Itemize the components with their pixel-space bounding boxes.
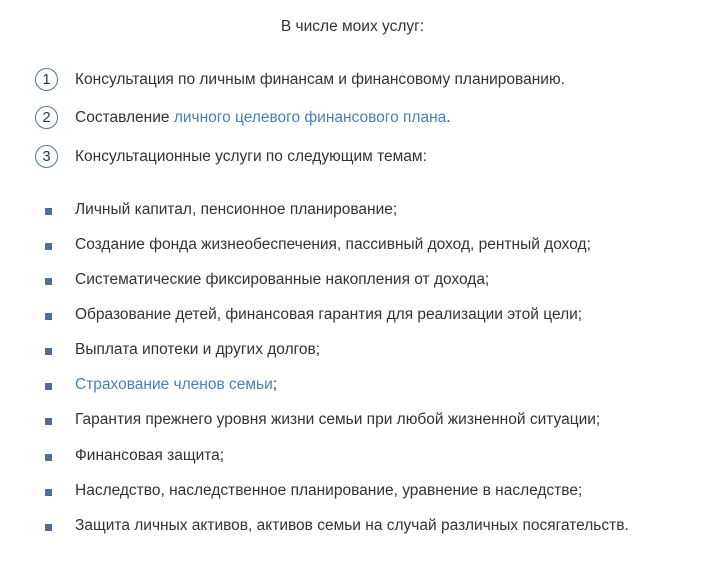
numbered-item-2-prefix: Составление <box>75 109 174 126</box>
numbered-item-2-suffix: . <box>446 109 451 126</box>
bullet-item <box>0 409 705 433</box>
bullet-item-text: Личный капитал, пенсионное планирование; <box>75 201 398 218</box>
square-bullet-icon <box>45 454 52 461</box>
bullet-item <box>0 445 705 469</box>
bullet-item-text: Создание фонда жизнеобеспечения, пассивный доход, рентный доход; <box>75 236 591 253</box>
bullet-item <box>0 480 705 504</box>
square-bullet-icon <box>45 208 52 215</box>
numbered-item-1 <box>0 68 705 94</box>
square-bullet-icon <box>45 383 52 390</box>
number-circle-2: 2 <box>35 106 58 129</box>
square-bullet-icon <box>45 278 52 285</box>
bullet-item <box>0 515 705 539</box>
numbered-item-3-text: Консультационные услуги по следующим темам: <box>75 148 427 165</box>
bullet-item <box>0 234 705 258</box>
bullet-item-text: Финансовая защита; <box>75 447 225 464</box>
number-circle-3: 3 <box>35 145 58 168</box>
services-heading: В числе моих услуг: <box>280 18 425 35</box>
bullet-item-suffix: ; <box>272 376 278 393</box>
bullet-item <box>0 304 705 328</box>
numbered-item-1-text: Консультация по личным финансам и финансовому планированию. <box>75 71 565 88</box>
square-bullet-icon <box>45 489 52 496</box>
bullet-item-text: Наследство, наследственное планирование, уравнение в наследстве; <box>75 482 583 499</box>
square-bullet-icon <box>45 524 52 531</box>
bullet-item-text: Защита личных активов, активов семьи на случай различных посягательств. <box>75 517 629 534</box>
numbered-item-2 <box>0 106 705 132</box>
bullet-item-text: Гарантия прежнего уровня жизни семьи при любой жизненной ситуации; <box>75 411 601 428</box>
square-bullet-icon <box>45 313 52 320</box>
numbered-item-3 <box>0 145 705 171</box>
bullet-item <box>0 269 705 293</box>
family-insurance-link[interactable]: Страхование членов семьи <box>75 376 273 393</box>
number-circle-1: 1 <box>35 68 58 91</box>
square-bullet-icon <box>45 243 52 250</box>
bullet-item-text: Выплата ипотеки и других долгов; <box>75 341 321 358</box>
bullet-item-text <box>75 374 277 396</box>
numbered-item-2-text <box>75 107 451 129</box>
bullet-item-text: Систематические фиксированные накопления от дохода; <box>75 271 490 288</box>
square-bullet-icon <box>45 348 52 355</box>
bullet-item <box>0 374 705 398</box>
bullet-item-text: Образование детей, финансовая гарантия для реализации этой цели; <box>75 306 583 323</box>
financial-plan-link[interactable]: личного целевого финансового плана <box>173 109 447 126</box>
bullet-item <box>0 199 705 223</box>
square-bullet-icon <box>45 418 52 425</box>
bullet-item <box>0 339 705 363</box>
